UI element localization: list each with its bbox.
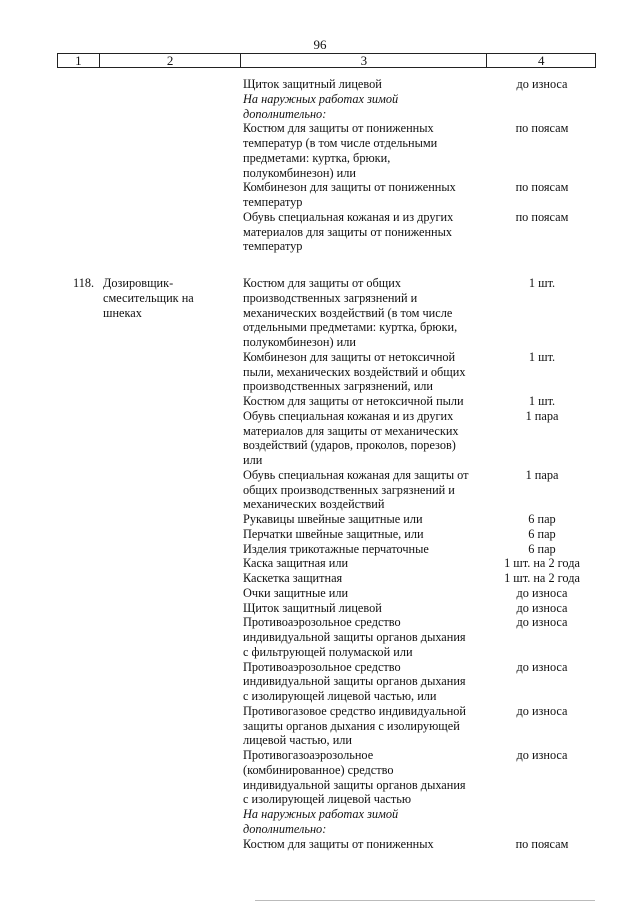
table-row bbox=[57, 763, 596, 778]
header-col-2: 2 bbox=[100, 54, 241, 67]
table-row bbox=[57, 379, 596, 394]
ppe-item-text: Костюм для защиты от нетоксичной пыли bbox=[243, 394, 464, 408]
entry-number bbox=[57, 822, 99, 837]
table-row bbox=[57, 166, 596, 181]
entry-number bbox=[57, 615, 99, 630]
entry-number bbox=[57, 792, 99, 807]
condition-note: дополнительно: bbox=[243, 821, 327, 836]
ppe-item-text: Противоаэрозольное средство bbox=[243, 659, 401, 674]
issue-norm: 1 шт. bbox=[528, 349, 556, 364]
issue-norm: по поясам bbox=[515, 180, 569, 195]
entry-number bbox=[57, 674, 99, 689]
ppe-item-text: Комбинезон для защиты от пониженных bbox=[243, 180, 456, 195]
table-row bbox=[57, 320, 596, 335]
table-row bbox=[57, 409, 596, 424]
profession-name bbox=[99, 674, 241, 689]
table-row bbox=[57, 136, 596, 151]
table-row bbox=[57, 468, 596, 483]
entry-number bbox=[57, 350, 99, 365]
table-row bbox=[57, 719, 596, 734]
header-col-4: 4 bbox=[537, 53, 545, 68]
issue-norm: до износа bbox=[516, 748, 568, 762]
issue-norm bbox=[488, 733, 596, 748]
table-row bbox=[57, 195, 596, 210]
profession-name bbox=[99, 822, 241, 837]
entry-number bbox=[57, 210, 99, 225]
table-row bbox=[57, 92, 596, 107]
profession-name bbox=[99, 320, 241, 335]
ppe-item-text: Противогазовое средство индивидуальной bbox=[243, 703, 467, 718]
table-row bbox=[57, 335, 596, 350]
ppe-item-text: Противогазоаэрозольное bbox=[243, 748, 374, 762]
profession-name bbox=[99, 453, 241, 468]
issue-norm bbox=[488, 379, 596, 394]
issue-norm bbox=[488, 438, 596, 453]
ppe-item-text: Рукавицы швейные защитные или bbox=[243, 512, 423, 526]
profession-name bbox=[99, 92, 241, 107]
ppe-item-text: с фильтрующей полумаской или bbox=[243, 644, 413, 659]
table-row bbox=[57, 748, 596, 763]
entry-number bbox=[57, 586, 99, 601]
ppe-item-text: индивидуальной защиты органов дыхания bbox=[243, 674, 466, 689]
issue-norm bbox=[488, 792, 596, 807]
entry-number bbox=[57, 453, 99, 468]
profession-name bbox=[99, 660, 241, 675]
issue-norm: до износа bbox=[516, 77, 568, 91]
entry-number bbox=[57, 763, 99, 778]
issue-norm: 1 шт. на 2 года bbox=[504, 571, 580, 585]
profession-name bbox=[99, 225, 241, 240]
entry-number bbox=[57, 107, 99, 122]
issue-norm: 1 шт. на 2 года bbox=[504, 556, 580, 571]
issue-norm: 1 пара bbox=[525, 408, 559, 423]
profession-name bbox=[99, 107, 241, 122]
ppe-item-text: Каскетка защитная bbox=[243, 571, 343, 585]
ppe-item-text: механических воздействий bbox=[243, 497, 385, 512]
entry-number bbox=[57, 379, 99, 394]
ppe-item-text: температур bbox=[243, 195, 303, 209]
table-row bbox=[57, 792, 596, 807]
entry-number bbox=[57, 166, 99, 181]
table-row bbox=[57, 807, 596, 822]
entry-number bbox=[57, 601, 99, 616]
header-col-1: 1 bbox=[58, 54, 100, 67]
profession-name bbox=[99, 615, 241, 630]
table-row bbox=[57, 77, 596, 92]
issue-norm bbox=[488, 822, 596, 837]
ppe-item-text: Обувь специальная кожаная и из других bbox=[243, 408, 454, 423]
profession-name bbox=[99, 335, 241, 350]
table-row bbox=[57, 210, 596, 225]
table-row bbox=[57, 276, 596, 291]
table-row bbox=[57, 645, 596, 660]
table-row bbox=[57, 394, 596, 409]
issue-norm bbox=[488, 763, 596, 778]
profession-name bbox=[99, 512, 241, 527]
profession-name bbox=[99, 807, 241, 822]
issue-norm bbox=[488, 365, 596, 380]
ppe-item-text: защиты органов дыхания с изолирующей bbox=[243, 718, 460, 733]
profession-name: Дозировщик- bbox=[103, 276, 174, 290]
ppe-item-text: Обувь специальная кожаная и из других bbox=[243, 209, 454, 224]
issue-norm: до износа bbox=[516, 600, 568, 615]
table-row bbox=[57, 586, 596, 601]
table-row bbox=[57, 453, 596, 468]
profession-name bbox=[99, 438, 241, 453]
table-row bbox=[57, 483, 596, 498]
profession-name bbox=[99, 733, 241, 748]
ppe-item-text: производственных загрязнений, или bbox=[243, 379, 434, 394]
entry-number bbox=[57, 512, 99, 527]
issue-norm: по поясам bbox=[515, 209, 569, 224]
issue-norm bbox=[488, 225, 596, 240]
issue-norm bbox=[488, 453, 596, 468]
ppe-item-text: Костюм для защиты от пониженных bbox=[243, 121, 434, 136]
issue-norm bbox=[488, 630, 596, 645]
ppe-item-text: лицевой частью, или bbox=[243, 733, 352, 748]
profession-name bbox=[99, 394, 241, 409]
entry-number bbox=[57, 92, 99, 107]
table-row bbox=[57, 660, 596, 675]
issue-norm: 6 пар bbox=[528, 512, 556, 526]
table-row bbox=[57, 291, 596, 306]
profession-name bbox=[99, 379, 241, 394]
table-row bbox=[57, 837, 596, 852]
issue-norm: 1 шт. bbox=[528, 276, 556, 290]
document-body bbox=[57, 77, 596, 851]
table-row bbox=[57, 674, 596, 689]
entry-number bbox=[57, 645, 99, 660]
ppe-item-text: полукомбинезон) или bbox=[243, 335, 356, 349]
issue-norm bbox=[488, 291, 596, 306]
table-row bbox=[57, 601, 596, 616]
profession-name bbox=[99, 151, 241, 166]
issue-norm: до износа bbox=[516, 585, 568, 600]
issue-norm: 6 пар bbox=[528, 526, 556, 541]
ppe-item-text: индивидуальной защиты органов дыхания bbox=[243, 630, 466, 644]
entry-number bbox=[57, 468, 99, 483]
profession-name bbox=[99, 571, 241, 586]
issue-norm bbox=[488, 107, 596, 122]
table-row bbox=[57, 365, 596, 380]
profession-name bbox=[99, 704, 241, 719]
issue-norm bbox=[488, 335, 596, 350]
profession-name bbox=[99, 350, 241, 365]
table-row bbox=[57, 630, 596, 645]
entry-number bbox=[57, 556, 99, 571]
entry-number bbox=[57, 438, 99, 453]
profession-name bbox=[99, 719, 241, 734]
issue-norm bbox=[488, 719, 596, 734]
ppe-item-text: Комбинезон для защиты от нетоксичной bbox=[243, 349, 456, 364]
entry-number bbox=[57, 151, 99, 166]
issue-norm: 1 пара bbox=[525, 467, 559, 482]
ppe-item-text: температур bbox=[243, 239, 303, 254]
ppe-item-text: Каска защитная или bbox=[243, 556, 349, 571]
condition-note: На наружных работах зимой bbox=[243, 807, 399, 821]
table-row bbox=[57, 704, 596, 719]
ppe-item-text: с изолирующей лицевой частью, или bbox=[243, 689, 437, 703]
profession-name bbox=[99, 586, 241, 601]
profession-name bbox=[99, 645, 241, 660]
ppe-item-text: или bbox=[243, 453, 263, 467]
table-row bbox=[57, 778, 596, 793]
table-row bbox=[57, 689, 596, 704]
ppe-item-text: предметами: куртка, брюки, bbox=[243, 150, 391, 165]
entry-number bbox=[57, 239, 99, 254]
entry-number bbox=[57, 778, 99, 793]
table-row bbox=[57, 542, 596, 557]
table-row bbox=[57, 527, 596, 542]
issue-norm: до износа bbox=[516, 703, 568, 718]
profession-name bbox=[99, 77, 241, 92]
table-row bbox=[57, 107, 596, 122]
entry-gap bbox=[57, 254, 596, 276]
profession-name bbox=[99, 166, 241, 181]
ppe-item-text: Изделия трикотажные перчаточные bbox=[243, 541, 429, 556]
profession-name bbox=[99, 763, 241, 778]
profession-name bbox=[99, 409, 241, 424]
profession-name bbox=[99, 689, 241, 704]
entry-number bbox=[57, 225, 99, 240]
ppe-item-text: Противоаэрозольное средство bbox=[243, 615, 401, 630]
issue-norm bbox=[488, 497, 596, 512]
table-row bbox=[57, 733, 596, 748]
entry-number bbox=[57, 807, 99, 822]
issue-norm bbox=[488, 689, 596, 704]
entry-number bbox=[57, 365, 99, 380]
entry-number bbox=[57, 335, 99, 350]
entry-number bbox=[57, 121, 99, 136]
entry-number bbox=[57, 571, 99, 586]
table-row bbox=[57, 556, 596, 571]
profession-name bbox=[99, 778, 241, 793]
issue-norm bbox=[488, 807, 596, 822]
issue-norm bbox=[488, 306, 596, 321]
header-col-3: 3 bbox=[241, 54, 487, 67]
profession-name bbox=[99, 556, 241, 571]
ppe-item-text: Костюм для защиты от пониженных bbox=[243, 836, 434, 851]
entry-number bbox=[57, 180, 99, 195]
issue-norm bbox=[488, 320, 596, 335]
table-row bbox=[57, 151, 596, 166]
entry-number bbox=[57, 719, 99, 734]
profession-name bbox=[99, 792, 241, 807]
ppe-item-text: Щиток защитный лицевой bbox=[243, 600, 382, 615]
profession-name bbox=[99, 483, 241, 498]
ppe-item-text: материалов для защиты от механических bbox=[243, 423, 459, 438]
entry-number bbox=[57, 136, 99, 151]
profession-name bbox=[99, 748, 241, 763]
entry-number bbox=[57, 689, 99, 704]
table-row bbox=[57, 424, 596, 439]
issue-norm bbox=[488, 239, 596, 254]
ppe-item-text: индивидуальной защиты органов дыхания bbox=[243, 777, 466, 792]
table-row bbox=[57, 225, 596, 240]
ppe-item-text: (комбинированное) средство bbox=[243, 762, 394, 777]
table-row bbox=[57, 571, 596, 586]
profession-name bbox=[99, 210, 241, 225]
profession-name bbox=[99, 136, 241, 151]
issue-norm bbox=[488, 645, 596, 660]
ppe-item-text: общих производственных загрязнений и bbox=[243, 482, 455, 497]
ppe-item-text: отдельными предметами: куртка, брюки, bbox=[243, 320, 458, 335]
entry-number bbox=[57, 195, 99, 210]
ppe-item-text: Очки защитные или bbox=[243, 585, 349, 600]
bottom-rule bbox=[255, 900, 595, 901]
profession-name bbox=[99, 195, 241, 210]
ppe-item-text: Обувь специальная кожаная для защиты от bbox=[243, 467, 469, 482]
ppe-item-text: Перчатки швейные защитные, или bbox=[243, 526, 424, 541]
entry-number bbox=[57, 542, 99, 557]
ppe-item-text: производственных загрязнений и bbox=[243, 290, 418, 305]
entry-number bbox=[57, 748, 99, 763]
entry-number bbox=[57, 409, 99, 424]
page-number: 96 bbox=[313, 37, 327, 52]
table-row bbox=[57, 350, 596, 365]
table-row bbox=[57, 438, 596, 453]
entry-number bbox=[57, 291, 99, 306]
profession-name bbox=[99, 601, 241, 616]
issue-norm bbox=[488, 778, 596, 793]
table-row bbox=[57, 512, 596, 527]
profession-name bbox=[99, 630, 241, 645]
issue-norm: 6 пар bbox=[528, 541, 556, 556]
entry-number bbox=[57, 77, 99, 92]
ppe-item-text: механических воздействий (в том числе bbox=[243, 305, 453, 320]
entry-number bbox=[57, 660, 99, 675]
table-row bbox=[57, 615, 596, 630]
entry-number: 118. bbox=[73, 276, 95, 290]
issue-norm bbox=[488, 674, 596, 689]
issue-norm bbox=[488, 166, 596, 181]
issue-norm bbox=[488, 483, 596, 498]
condition-note: дополнительно: bbox=[243, 106, 327, 121]
ppe-item-text: материалов для защиты от пониженных bbox=[243, 224, 453, 239]
column-header-table bbox=[57, 53, 596, 68]
ppe-item-text: пыли, механических воздействий и общих bbox=[243, 364, 466, 379]
entry-number bbox=[57, 320, 99, 335]
profession-name bbox=[99, 542, 241, 557]
entry-number bbox=[57, 483, 99, 498]
issue-norm bbox=[488, 151, 596, 166]
profession-name: шнеках bbox=[103, 305, 142, 320]
table-row bbox=[57, 822, 596, 837]
entry-118-block bbox=[57, 276, 596, 851]
table-row bbox=[57, 121, 596, 136]
profession-name bbox=[99, 527, 241, 542]
profession-name bbox=[99, 497, 241, 512]
entry-number bbox=[57, 704, 99, 719]
ppe-item-text: Костюм для защиты от общих bbox=[243, 276, 401, 290]
profession-name bbox=[99, 180, 241, 195]
issue-norm: 1 шт. bbox=[528, 394, 556, 408]
profession-name bbox=[99, 468, 241, 483]
issue-norm bbox=[488, 424, 596, 439]
profession-name bbox=[99, 424, 241, 439]
table-row bbox=[57, 239, 596, 254]
ppe-item-text: температур (в том числе отдельными bbox=[243, 136, 438, 150]
entry-number bbox=[57, 424, 99, 439]
condition-note: На наружных работах зимой bbox=[243, 91, 399, 106]
issue-norm bbox=[488, 195, 596, 210]
entry-number bbox=[57, 837, 99, 852]
profession-name bbox=[99, 365, 241, 380]
profession-name: смесительщик на bbox=[103, 290, 194, 305]
issue-norm bbox=[488, 136, 596, 151]
table-row bbox=[57, 180, 596, 195]
profession-name bbox=[99, 239, 241, 254]
entry-number bbox=[57, 733, 99, 748]
issue-norm bbox=[488, 92, 596, 107]
entry-number bbox=[57, 394, 99, 409]
issue-norm: по поясам bbox=[515, 836, 569, 851]
ppe-item-text: воздействий (ударов, проколов, порезов) bbox=[243, 438, 456, 453]
entry-number bbox=[57, 497, 99, 512]
entry-number bbox=[57, 630, 99, 645]
ppe-item-text: полукомбинезон) или bbox=[243, 165, 356, 180]
entry-number bbox=[57, 306, 99, 321]
entry-number bbox=[57, 527, 99, 542]
issue-norm: до износа bbox=[516, 659, 568, 674]
profession-name bbox=[99, 121, 241, 136]
table-row bbox=[57, 497, 596, 512]
table-row bbox=[57, 306, 596, 321]
issue-norm: до износа bbox=[516, 615, 568, 630]
issue-norm: по поясам bbox=[515, 121, 569, 136]
ppe-item-text: Щиток защитный лицевой bbox=[243, 77, 382, 91]
profession-name bbox=[99, 837, 241, 852]
continuation-block bbox=[57, 77, 596, 254]
ppe-item-text: с изолирующей лицевой частью bbox=[243, 792, 412, 807]
